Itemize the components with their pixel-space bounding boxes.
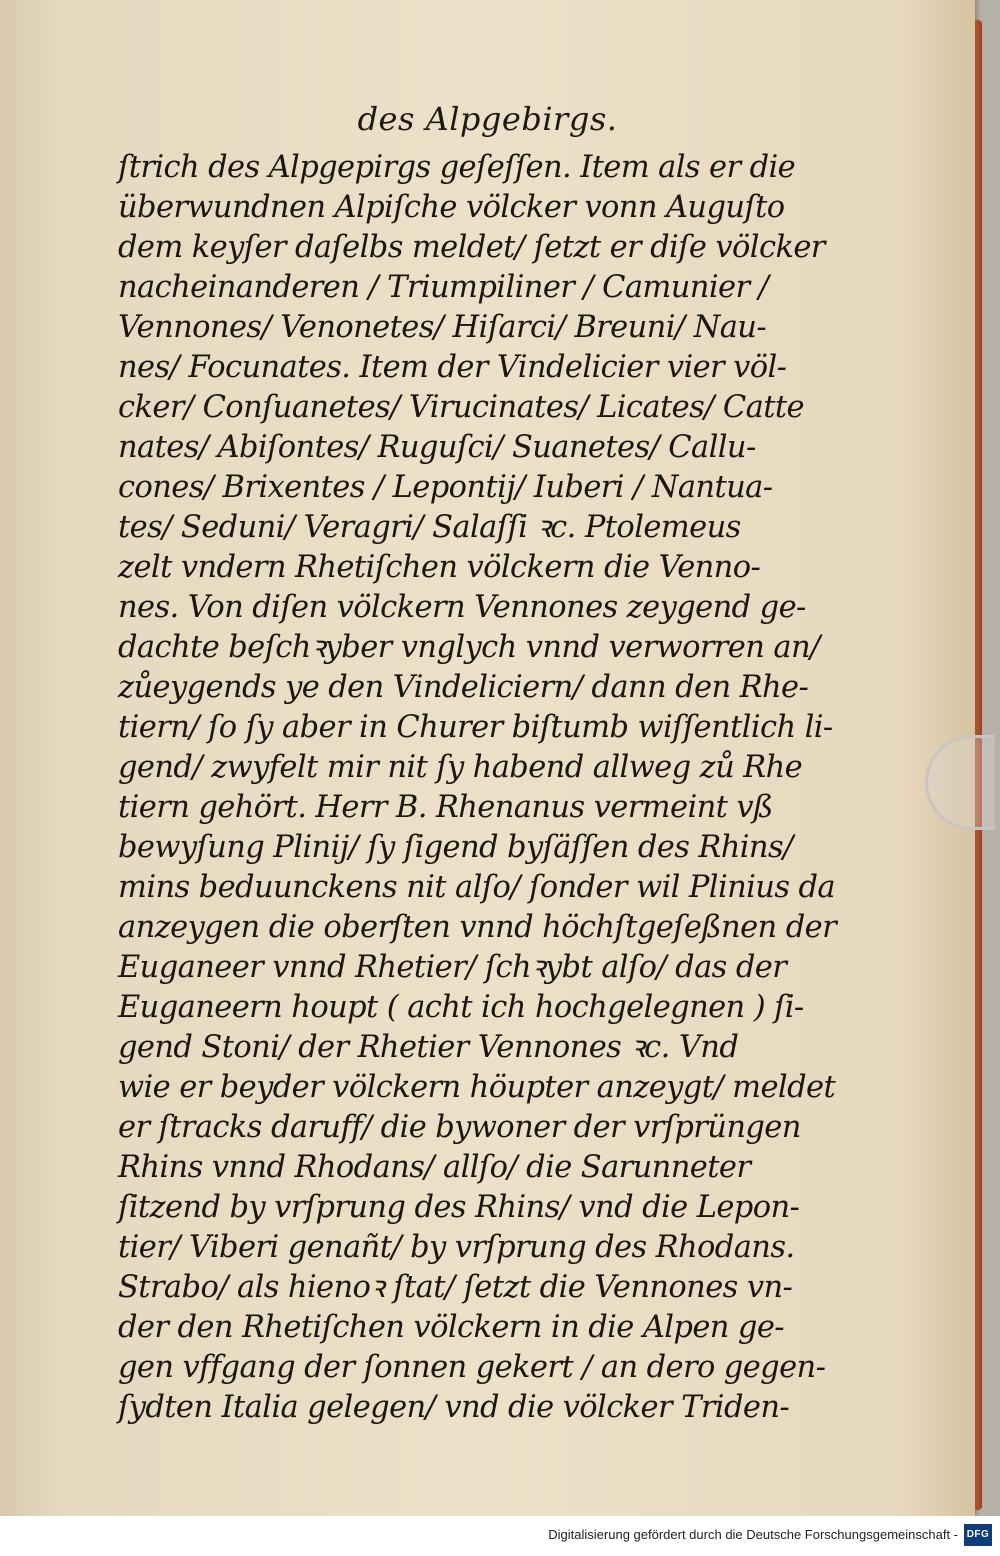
text-line: zůeygends ye den Vindeliciern/ dann den Rhe- [118,670,809,705]
text-line: gend Stoni/ der Rhetier Vennones ꝛc. Vnd [118,1030,739,1065]
text-line: cker/ Conſuanetes/ Virucinates/ Licates/ Catte [118,390,804,425]
text-line: Euganeern houpt ( acht ich hochgelegnen ) ſi- [118,990,804,1025]
page-body [118,148,837,1428]
text-line: zelt vndern Rhetiſchen völckern die Venno- [118,550,761,585]
text-line: nes/ Focunates. Item der Vindelicier vier völ- [118,350,787,385]
text-line: Vennones/ Venonetes/ Hiſarci/ Breuni/ Nau- [118,310,767,345]
text-line: nates/ Abiſontes/ Ruguſci/ Suanetes/ Callu- [118,430,756,465]
text-line: nacheinanderen / Triumpiliner / Camunier / [118,270,769,305]
text-line: ſitzend by vrſprung des Rhins/ vnd die Lepon- [118,1190,800,1225]
text-line: wie er beyder völckern höupter anzeygt/ meldet [118,1070,836,1105]
text-line: gend/ zwyfelt mir nit ſy habend allweg zů Rhe [118,750,803,785]
text-line: anzeygen die oberſten vnnd höchſtgeſeßnen der [118,910,837,945]
text-line: ſtrich des Alpgepirgs geſeſſen. Item als er die [118,150,796,185]
footer-bar [0,1516,1000,1556]
text-line: Strabo/ als hienoꝛ ſtat/ ſetzt die Vennones vn- [118,1270,793,1305]
text-line: bewyſung Plinij/ ſy ſigend byſäſſen des Rhins/ [118,830,793,865]
text-line: ſydten Italia gelegen/ vnd die völcker Triden- [118,1390,790,1425]
text-line: cones/ Brixentes / Lepontij/ Iuberi / Nantua- [118,470,773,505]
text-line: dem keyſer daſelbs meldet/ ſetzt er diſe völcker [118,230,825,265]
text-line: überwundnen Alpiſche völcker vonn Auguſto [118,190,785,225]
text-line: der den Rhetiſchen völckern in die Alpen ge- [118,1310,785,1345]
text-line: Rhins vnnd Rhodans/ allſo/ die Sarunneter [118,1150,751,1185]
text-line: mins beduunckens nit alſo/ ſonder wil Plinius da [118,870,835,905]
text-line: tiern gehört. Herr B. Rhenanus vermeint vß [118,790,773,825]
text-line: gen vffgang der ſonnen gekert / an dero gegen- [118,1350,826,1385]
text-line: tier/ Viberi genañt/ by vrſprung des Rhodans. [118,1230,795,1265]
text-line: dachte beſchꝛyber vnglych vnnd verworren an/ [118,630,820,665]
text-line: tiern/ ſo ſy aber in Churer biſtumb wiſſentlich li- [118,710,833,745]
text-line: Euganeer vnnd Rhetier/ ſchꝛybt alſo/ das der [118,950,787,985]
text-line: nes. Von diſen völckern Vennones zeygend ge- [118,590,806,625]
text-line: tes/ Seduni/ Veragri/ Salaſſi ꝛc. Ptolemeus [118,510,741,545]
funding-notice: Digitalisierung gefördert durch die Deutsche Forschungsgemeinschaft - [548,1527,958,1542]
text-line: er ſtracks daruff/ die bywoner der vrſprüngen [118,1110,801,1145]
running-header: des Alpgebirgs. [357,100,618,138]
dfg-logo-icon[interactable]: DFG [964,1524,992,1546]
